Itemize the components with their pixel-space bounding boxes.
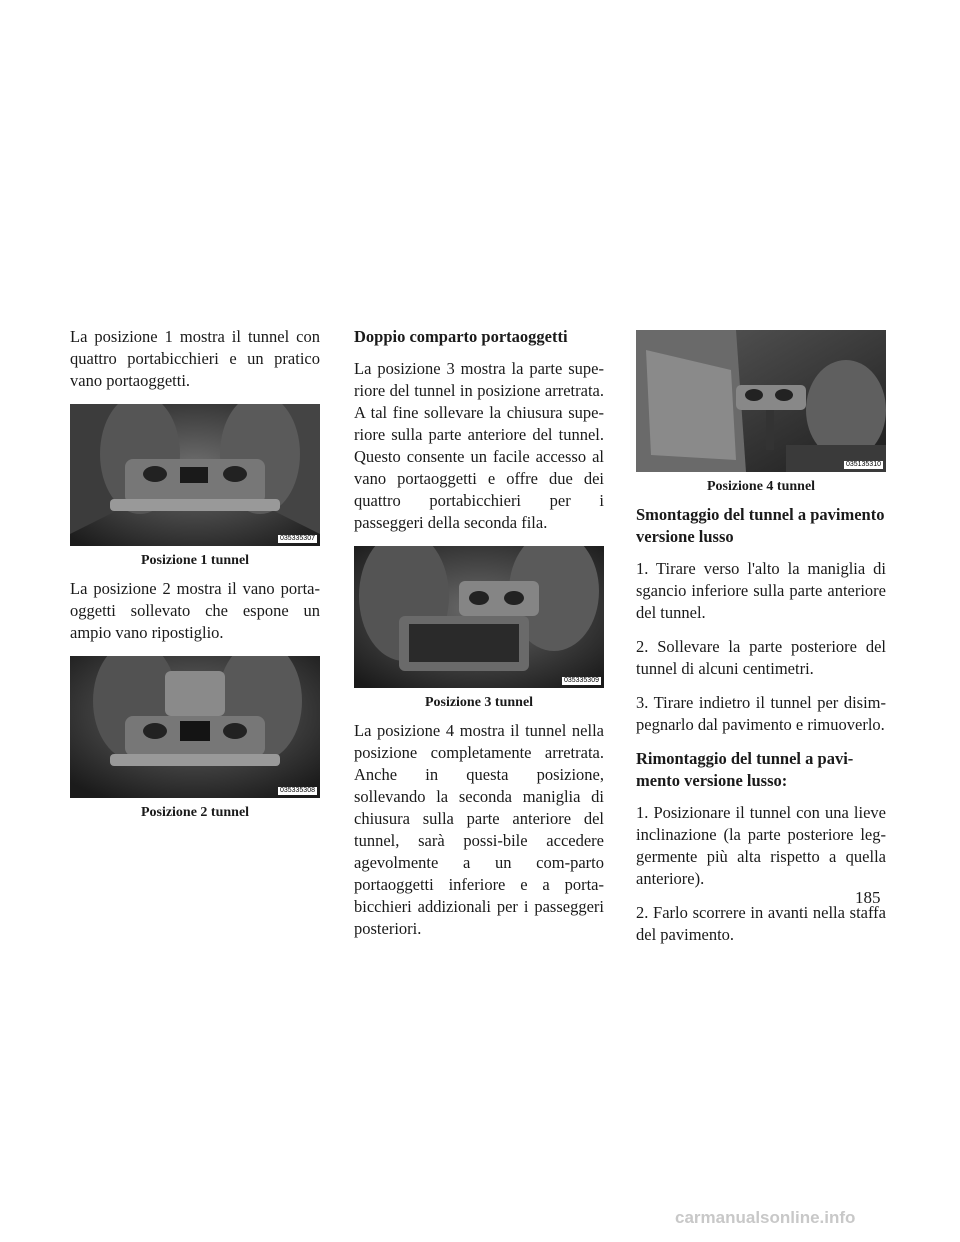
- step-removal-1: 1. Tirare verso l'alto la maniglia di sgancio inferiore sulla parte anteriore del tunnel.: [636, 559, 886, 622]
- column-3: [636, 330, 886, 958]
- figure-code: 035335308: [279, 787, 315, 794]
- paragraph-position-1: La posizione 1 mostra il tunnel con quattro portabicchieri e un pratico vano portaoggetti.: [70, 327, 320, 390]
- heading-reinstallation: Rimontaggio del tunnel a pavi-mento versione lusso:: [636, 749, 854, 790]
- column-1: [70, 326, 320, 830]
- step-removal-3: 3. Tirare indietro il tunnel per disim-pegnarlo dal pavimento e rimuoverlo.: [636, 693, 886, 734]
- heading-double-compartment: Doppio comparto portaoggetti: [354, 327, 568, 346]
- console-photo-3: [354, 546, 604, 688]
- column-2: [354, 326, 604, 952]
- console-photo-1: [70, 404, 320, 546]
- step-reinstall-1: 1. Posizionare il tunnel con una lieve inclinazione (la parte posteriore leg-germente più alta rispetto a quella anteriore).: [636, 803, 886, 888]
- figure-code: 035335309: [563, 677, 599, 684]
- watermark: carmanualsonline.info: [675, 1208, 856, 1227]
- console-photo-2: [70, 656, 320, 798]
- heading-removal: Smontaggio del tunnel a pavimento versione lusso: [636, 505, 885, 546]
- paragraph-position-2: La posizione 2 mostra il vano porta-oggetti sollevato che espone un ampio vano ripostiglio.: [70, 579, 320, 642]
- caption-position-2: Posizione 2 tunnel: [140, 805, 250, 820]
- caption-position-3: Posizione 3 tunnel: [424, 695, 534, 710]
- paragraph-position-4: La posizione 4 mostra il tunnel nella posizione completamente arretrata. Anche in questa posizione, sollevando la seconda maniglia di chiusura sulla parte anteriore del tunnel, sarà possi-bile accedere agevolmente a un com-parto portaoggetti inferiore e a porta-bicchieri addizionali per i passeggeri posteriori.: [354, 721, 604, 938]
- console-photo-4: [636, 330, 886, 472]
- caption-position-4: Posizione 4 tunnel: [706, 479, 816, 494]
- page-number: 185: [855, 888, 881, 907]
- figure-position-4: [636, 330, 886, 472]
- caption-position-1: Posizione 1 tunnel: [140, 553, 250, 568]
- figure-position-2: [70, 656, 320, 798]
- figure-position-1: [70, 404, 320, 546]
- figure-position-3: [354, 546, 604, 688]
- step-removal-2: 2. Sollevare la parte posteriore del tunnel di alcuni centimetri.: [636, 637, 886, 678]
- figure-code: 035335307: [279, 535, 315, 542]
- paragraph-position-3: La posizione 3 mostra la parte supe-riore del tunnel in posizione arretrata. A tal fine sollevare la chiusura supe-riore sulla parte anteriore del tunnel. Questo consente un facile accesso al vano portaoggetti e offre due dei quattro portabicchieri per i passeggeri della seconda fila.: [354, 359, 604, 532]
- step-reinstall-2: 2. Farlo scorrere in avanti nella staffa del pavimento.: [636, 903, 886, 944]
- figure-code: 035135310: [845, 461, 881, 468]
